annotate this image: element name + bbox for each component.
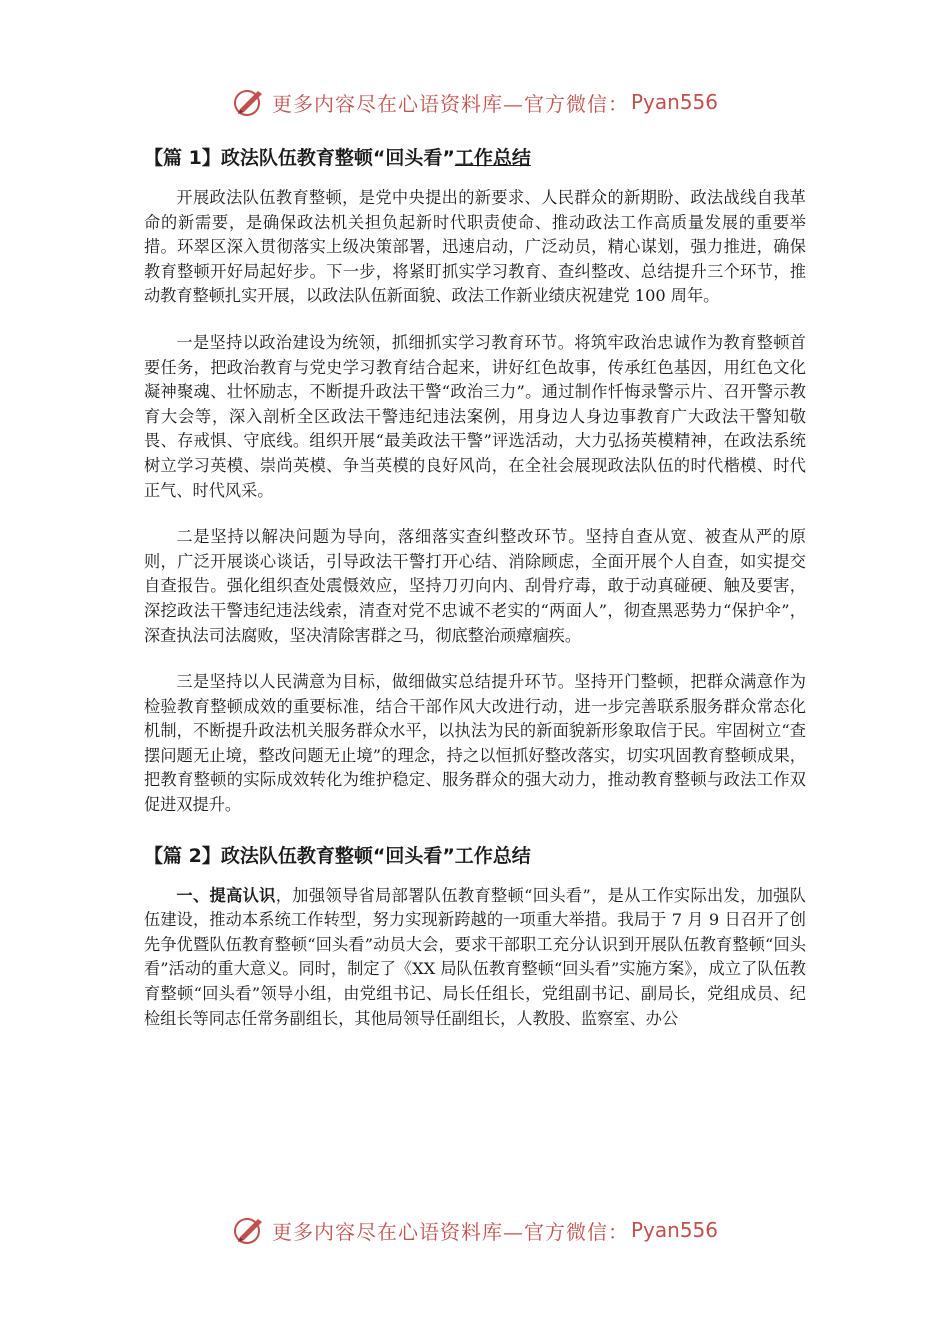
article-2-lead-text: ，加强领导省局部署队伍教育整顿“回头看”，是从工作实际出发，加强队伍建设，推动本系统工作转型，努力实现新跨越的一项重大举措。我局于 7 月 9 日召开了创先争优暨队伍教育整顿“回头看”动员大会，要求干部职工充分认识到开展队伍教育整顿“回头看”活动的重大意义。同时，制定了《XX 局队伍教育整顿“回头看”实施方案》，成立了队伍教育整顿“回头看”领导小组，由党组书记、局长任组长，党组副书记、副局长，党组成员、纪检组长等同志任常务副组长，其他局领导任副组长，人教股、监察室、办公 [144, 885, 806, 1028]
article-1-paragraph: 开展政法队伍教育整顿，是党中央提出的新要求、人民群众的新期盼、政法战线自我革命的新需要，是确保政法机关担负起新时代职责使命、推动政法工作高质量发展的重要举措。环翠区深入贯彻落实上级决策部署，迅速启动，广泛动员，精心谋划，强力推进，确保教育整顿开好局起好步。下一步，将紧盯抓实学习教育、查纠整改、总结提升三个环节，推动教育整顿扎实开展，以政法队伍新面貌、政法工作新业绩庆祝建党 100 周年。 [144, 188, 806, 306]
pen-logo-icon [232, 85, 268, 119]
pen-logo-icon [232, 1213, 268, 1247]
article-2-lead-bold: 一、提高认识 [176, 885, 276, 905]
header-watermark-banner [0, 84, 950, 120]
banner-wechat-id: Pyan556 [630, 1218, 718, 1242]
article-1-title-underlined: 工作总结 [454, 147, 531, 169]
banner-wechat-id: Pyan556 [630, 90, 718, 114]
document-body [144, 142, 806, 1064]
article-1-title-prefix: 【篇 1】政法队伍教育整顿“回头看” [144, 147, 455, 169]
article-2-paragraph [144, 884, 806, 1064]
footer-watermark-banner [0, 1212, 950, 1248]
article-1-paragraph: 三是坚持以人民满意为目标，做细做实总结提升环节。坚持开门整顿，把群众满意作为检验教育整顿成效的重要标准，结合干部作风大改进行动，进一步完善联系服务群众常态化机制，不断提升政法机关服务群众水平，以执法为民的新面貌新形象取信于民。牢固树立“查摆问题无止境，整改问题无止境”的理念，持之以恒抓好整改落实，切实巩固教育整顿成果，把教育整顿的实际成效转化为维护稳定、服务群众的强大动力，推动教育整顿与政法工作双促进双提升。 [144, 672, 806, 815]
article-1-title [144, 142, 806, 174]
article-1-paragraph: 二是坚持以解决问题为导向，落细落实查纠整改环节。坚持自查从宽、被查从严的原则，广泛开展谈心谈话，引导政法干警打开心结、消除顾虑，全面开展个人自查，如实提交自查报告。强化组织查处震慑效应，坚持刀刃向内、刮骨疗毒，敢于动真碰硬、触及要害，深挖政法干警违纪违法线索，清查对党不忠诚不老实的“两面人”，彻查黑恶势力“保护伞”，深查执法司法腐败，坚决清除害群之马，彻底整治顽瘴痼疾。 [144, 527, 806, 645]
banner-text: 更多内容尽在心语资料库—官方微信： [271, 91, 629, 116]
article-2-title: 【篇 2】政法队伍教育整顿“回头看”工作总结 [144, 844, 531, 867]
banner-text: 更多内容尽在心语资料库—官方微信： [271, 1219, 629, 1244]
article-1-paragraph: 一是坚持以政治建设为统领，抓细抓实学习教育环节。将筑牢政治忠诚作为教育整顿首要任务，把政治教育与党史学习教育结合起来，讲好红色故事，传承红色基因，用红色文化凝神聚魂、壮怀励志，不断提升政法干警“政治三力”。通过制作忏悔录警示片、召开警示教育大会等，深入剖析全区政法干警违纪违法案例，用身边人身边事教育广大政法干警知敬畏、存戒惧、守底线。组织开展“最美政法干警”评选活动，大力弘扬英模精神，在政法系统树立学习英模、崇尚英模、争当英模的良好风尚，在全社会展现政法队伍的时代楷模、时代正气、时代风采。 [144, 332, 806, 500]
